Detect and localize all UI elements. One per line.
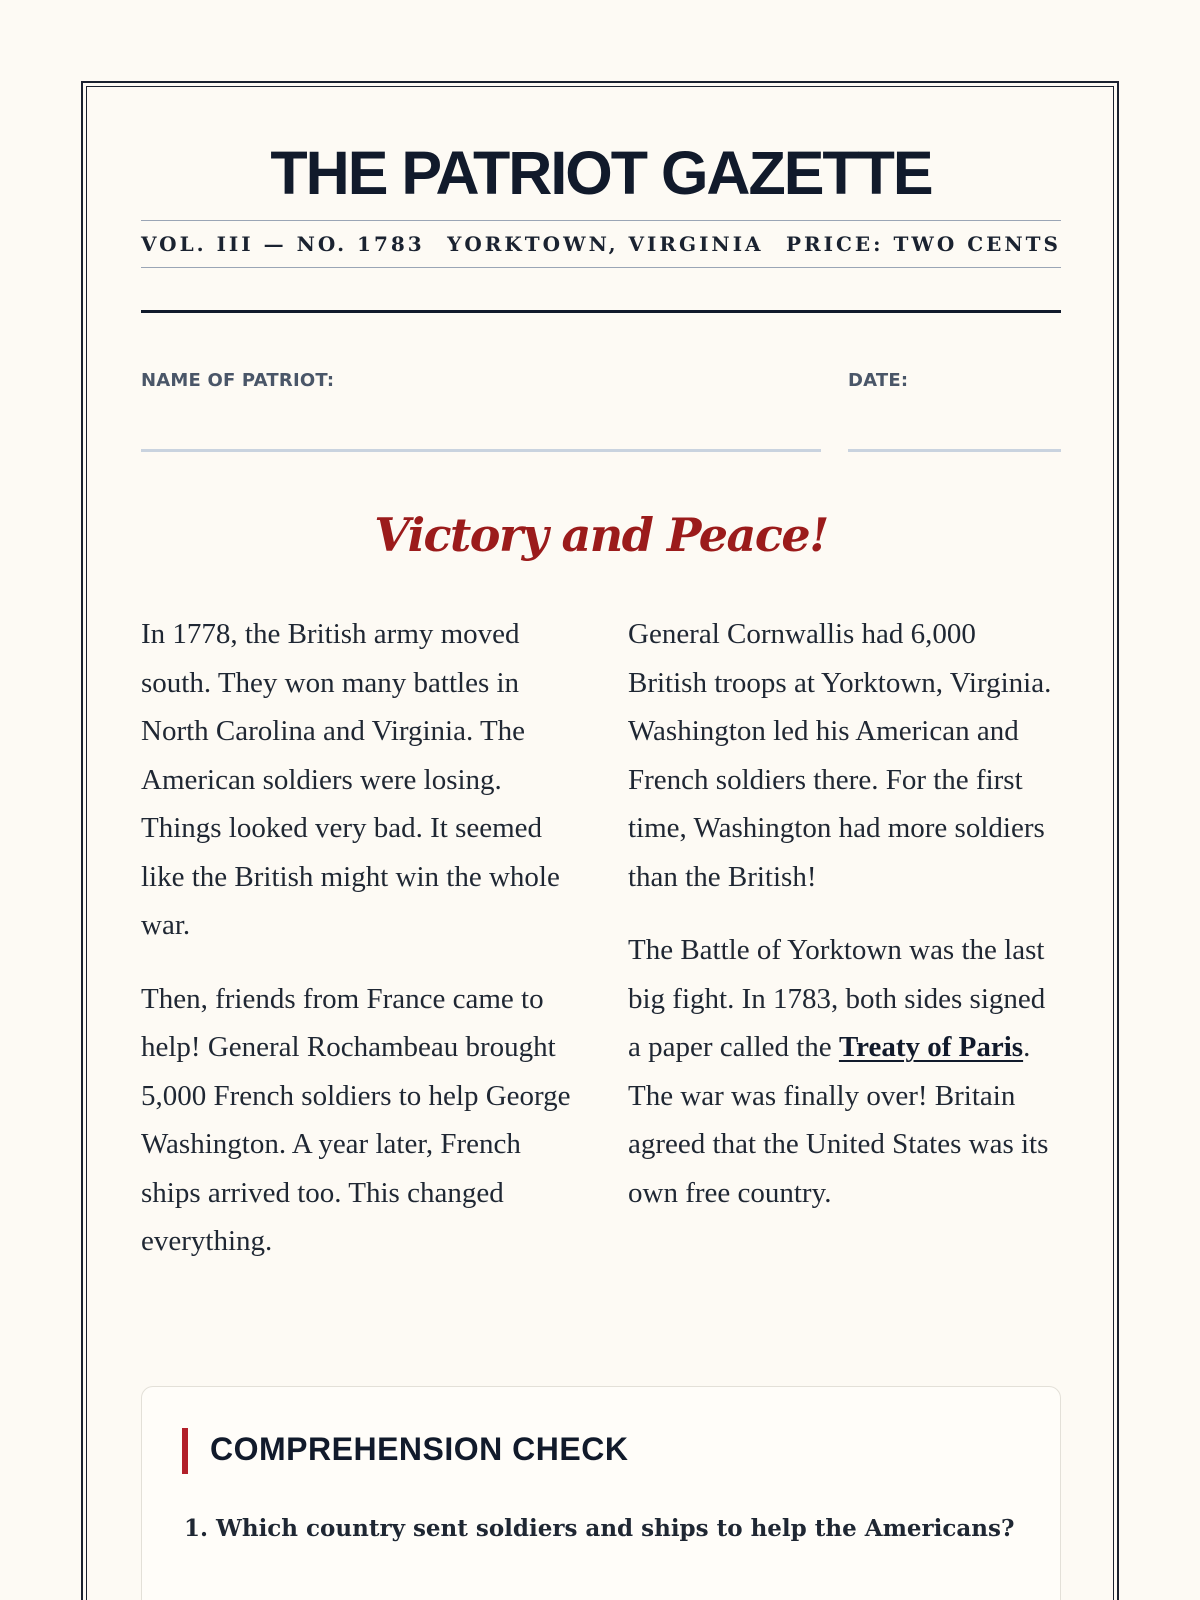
paragraph-text: . The war was finally over! Britain agreed that the United States was its own free country. bbox=[628, 1031, 1049, 1209]
date-field-label: DATE: bbox=[848, 370, 909, 391]
name-input-line[interactable] bbox=[141, 449, 821, 452]
paragraph-text: The Battle of Yorktown was the last big fight. In 1783, both sides signed a paper called the bbox=[628, 934, 1046, 1063]
section-accent-bar bbox=[182, 1428, 188, 1474]
vocabulary-term-treaty-of-paris: Treaty of Paris bbox=[838, 1031, 1024, 1063]
newspaper-title: THE PATRIOT GAZETTE bbox=[270, 139, 932, 207]
issue-info-bar bbox=[141, 220, 1061, 268]
price-label: PRICE: TWO CENTS bbox=[785, 232, 1061, 256]
masthead-divider bbox=[141, 310, 1061, 313]
article-left-column bbox=[141, 610, 581, 1291]
comprehension-check-card bbox=[141, 1386, 1061, 1600]
date-input-line[interactable] bbox=[848, 449, 1061, 452]
article-paragraph: In 1778, the British army moved south. They won many battles in North Carolina and Virginia. The American soldiers were losing. Things looked very bad. It seemed like the British might win the whole war. bbox=[141, 618, 560, 941]
comprehension-check-title: COMPREHENSION CHECK bbox=[210, 1431, 629, 1467]
dateline-location: YORKTOWN, VIRGINIA bbox=[447, 232, 764, 256]
article-right-column bbox=[628, 610, 1061, 1242]
volume-number: VOL. III — NO. 1783 bbox=[141, 232, 425, 256]
article-headline: Victory and Peace! bbox=[374, 508, 828, 562]
question-1: 1. Which country sent soldiers and ships to help the Americans? bbox=[184, 1515, 1015, 1542]
article-paragraph bbox=[628, 926, 1061, 1217]
name-field-label: NAME OF PATRIOT: bbox=[141, 370, 335, 391]
article-paragraph: Then, friends from France came to help! General Rochambeau brought 5,000 French soldiers to help George Washington. A year later, French ships arrived too. This changed everything. bbox=[141, 982, 571, 1257]
article-paragraph: General Cornwallis had 6,000 British troops at Yorktown, Virginia. Washington led his American and French soldiers there. For the first time, Washington had more soldiers than the British! bbox=[628, 618, 1052, 893]
